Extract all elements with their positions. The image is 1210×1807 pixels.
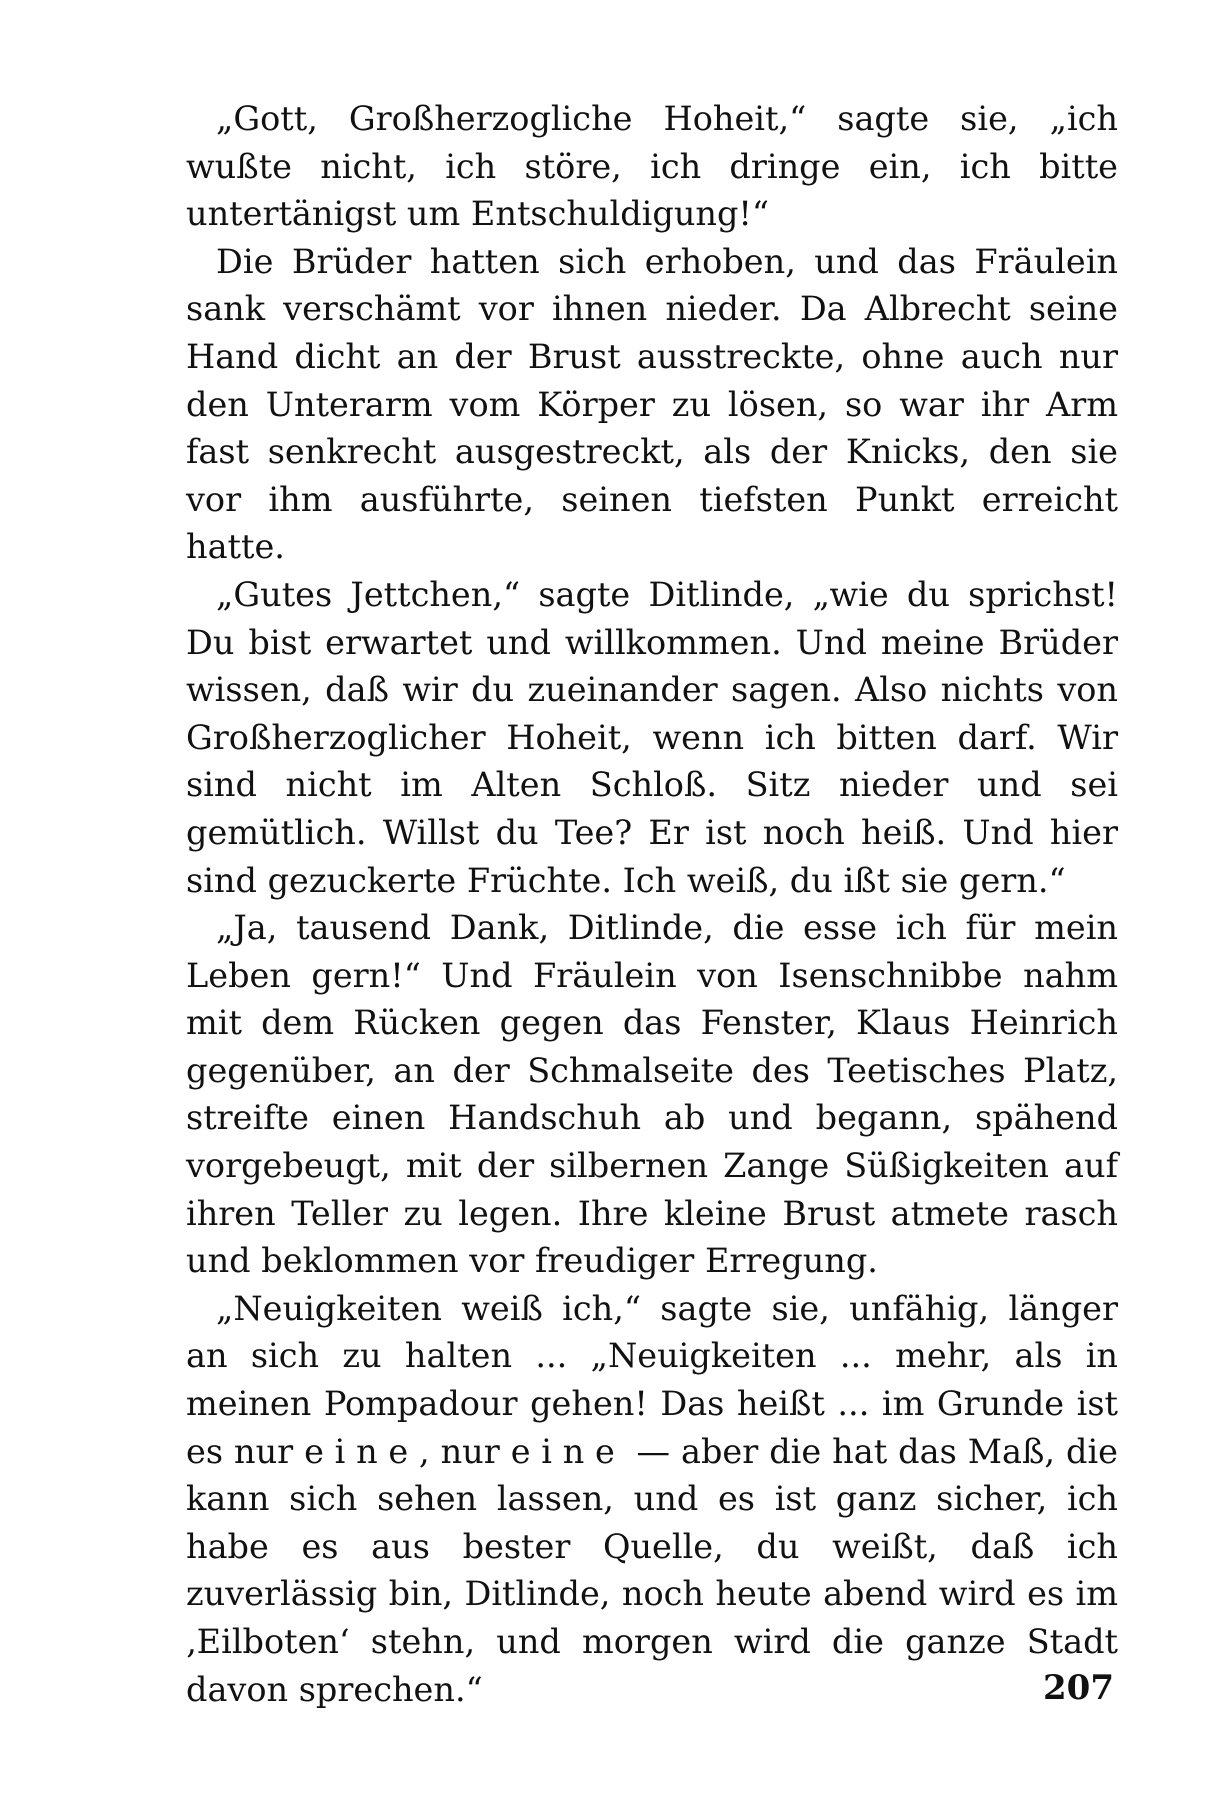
paragraph-3: „Gutes Jettchen,“ sagte Ditlinde, „wie du sprichst! Du bist erwartet und willkommen. Und meine Brüder wissen, daß wir du zueinander sagen. Also nichts von Großherzoglicher Hoheit, wenn ich bitten darf. Wir sind nicht im Alten Schloß. Sitz nieder und sei gemütlich. Willst du Tee? Er ist noch heiß. Und hier sind gezuckerte Früchte. Ich weiß, du ißt sie gern.“: [186, 574, 1118, 900]
paragraph-1: „Gott, Großherzogliche Hoheit,“ sagte sie, „ich wußte nicht, ich störe, ich dringe ein, ich bitte untertänigst um Entschuldigung!“: [186, 99, 1118, 234]
paragraph-5-part-2: , nur: [418, 1431, 511, 1471]
page-number: 207: [1043, 1668, 1114, 1708]
emphasis-eine-1: eine: [304, 1431, 419, 1471]
paragraph-4: „Ja, tausend Dank, Ditlinde, die esse ich für mein Leben gern!“ Und Fräulein von Isenschnibbe nahm mit dem Rücken gegen das Fenster, Klaus Heinrich gegenüber, an der Schmalseite des Teetisches Platz, streifte einen Handschuh ab und begann, spähend vorgebeugt, mit der silbernen Zange Süßigkeiten auf ihren Teller zu legen. Ihre kleine Brust atmete rasch und beklommen vor freudiger Erregung.: [186, 908, 1118, 1281]
paragraph-2: Die Brüder hatten sich erhoben, und das Fräulein sank verschämt vor ihnen nieder. Da Albrecht seine Hand dicht an der Brust ausstreckte, ohne auch nur den Unterarm vom Körper zu lösen, so war ihr Arm fast senkrecht ausgestreckt, als der Knicks, den sie vor ihm ausführte, seinen tiefsten Punkt erreicht hatte.: [186, 241, 1118, 567]
body-text: [186, 95, 1118, 1713]
paragraph-5: [186, 1285, 1118, 1713]
emphasis-eine-2: eine: [510, 1431, 626, 1471]
paragraph-5-part-3: — aber die hat das Maß, die kann sich sehen lassen, und es ist ganz sicher, ich habe es aus bester Quelle, du weißt, daß ich zuverlässig bin, Ditlinde, noch heute abend wird es im ‚Eilboten‘ stehn, und morgen wird die ganze Stadt davon sprechen.“: [186, 1431, 1118, 1709]
paragraph-5-part-1: „Neuigkeiten weiß ich,“ sagte sie, unfähig, länger an sich zu halten ... „Neuigkeiten ... mehr, als in meinen Pompadour gehen! Das heißt ... im Grunde ist es nur: [186, 1288, 1118, 1471]
